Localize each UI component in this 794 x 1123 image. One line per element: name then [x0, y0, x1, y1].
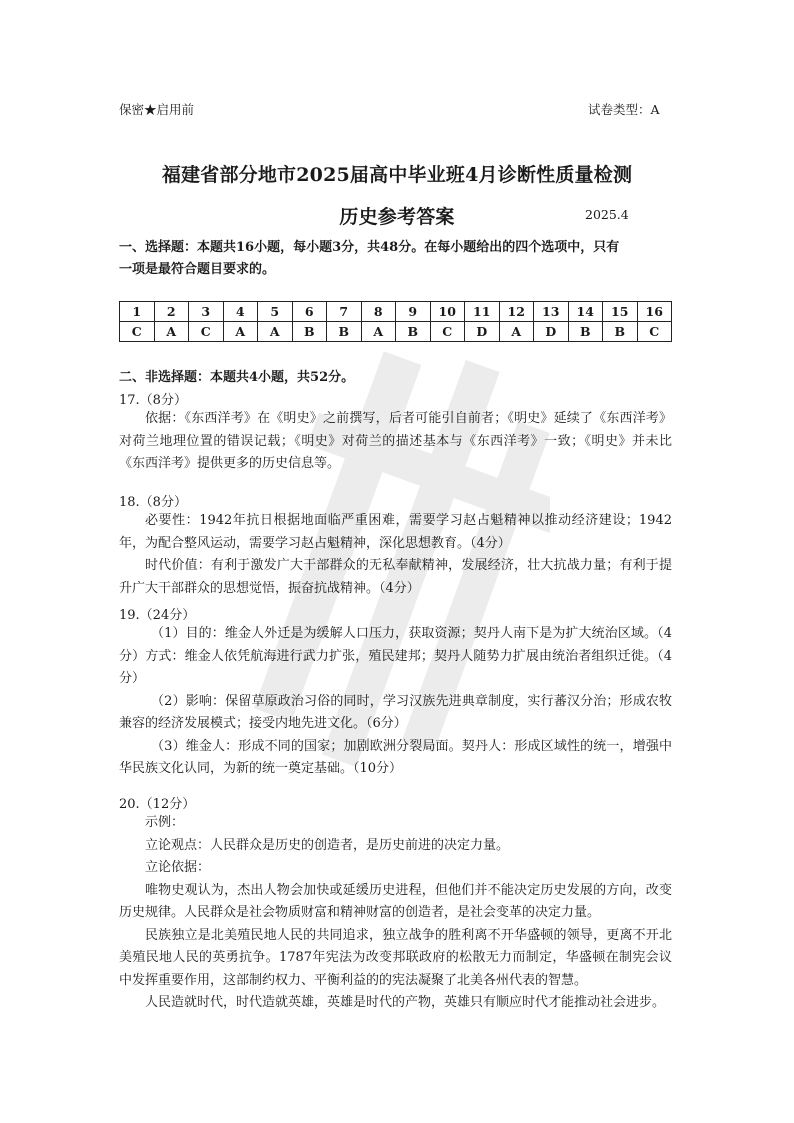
question-number-cell: 13: [534, 302, 569, 322]
q20-example-label: 示例：: [145, 815, 185, 830]
question-number-cell: 5: [258, 302, 293, 322]
answer-cell: B: [396, 322, 431, 342]
q19-paragraph-1: （1）目的：维金人外迁是为缓解人口压力，获取资源；契丹人南下是为扩大统治区域。（4分）方式：维金人依凭航海进行武力扩张，殖民建邦；契丹人随势力扩展由统治者组织迁徙。（4分）: [119, 626, 672, 686]
section1-heading-line2: 一项是最符合题目要求的。: [119, 262, 276, 277]
q18-answer: [119, 510, 672, 600]
q20-paragraph-theory: 唯物史观认为，杰出人物会加快或延缓历史进程，但他们并不能决定历史发展的方向，改变历史规律。人民群众是社会物质财富和精神财富的创造者，是社会变革的决定力量。: [119, 882, 672, 920]
answer-cell: B: [603, 322, 638, 342]
question-number-cell: 16: [637, 302, 672, 322]
answer-table: [119, 301, 672, 342]
q18-paragraph-value: 时代价值：有利于激发广大干部群众的无私奉献精神，发展经济，壮大抗战力量；有利于提升广大干部群众的思想觉悟，振奋抗战精神。（4分）: [119, 558, 672, 596]
question-number-cell: 9: [396, 302, 431, 322]
answer-cell: A: [154, 322, 189, 342]
q20-paragraph-history: 民族独立是北美殖民地人民的共同追求，独立战争的胜利离不开华盛顿的领导，更离不开北美殖民地人民的英勇抗争。1787年宪法为改变邦联政府的松散无力而制定，华盛顿在制宪会议中发挥重要作用，这部制约权力、平衡利益的的宪法凝聚了北美各州代表的智慧。: [119, 927, 672, 988]
confidential-label: 保密★启用前: [119, 102, 195, 117]
question-number-cell: 1: [120, 302, 155, 322]
q18-paragraph-necessity: 必要性：1942年抗日根据地面临严重困难，需要学习赵占魁精神以推动经济建设；1942年，为配合整风运动，需要学习赵占魁精神，深化思想教育。（4分）: [119, 513, 672, 551]
answer-cell: A: [361, 322, 396, 342]
q19-answer: [119, 623, 672, 781]
q18-label: 18.（8分）: [119, 495, 187, 510]
q17-answer: [119, 408, 672, 476]
answer-cell: D: [465, 322, 500, 342]
answer-cell: C: [189, 322, 224, 342]
q19-label: 19.（24分）: [119, 608, 196, 623]
q17-label: 17.（8分）: [119, 393, 187, 408]
answer-cell: A: [258, 322, 293, 342]
section2-heading: 二、非选择题：本题共4小题，共52分。: [119, 370, 355, 385]
question-number-cell: 12: [499, 302, 534, 322]
paper-type-label: 试卷类型：A: [588, 102, 660, 117]
question-number-cell: 2: [154, 302, 189, 322]
question-number-cell: 3: [189, 302, 224, 322]
page-subtitle: 历史参考答案: [339, 206, 455, 228]
answer-table-number-row: [120, 302, 672, 322]
answer-cell: A: [499, 322, 534, 342]
answer-cell: B: [327, 322, 362, 342]
q17-paragraph: 依据：《东西洋考》在《明史》之前撰写，后者可能引自前者；《明史》延续了《东西洋考》对荷兰地理位置的错误记载；《明史》对荷兰的描述基本与《东西洋考》一致；《明史》并未比《东西洋考》提供更多的历史信息等。: [119, 411, 672, 471]
q20-basis-label: 立论依据：: [145, 860, 211, 875]
q20-thesis: 立论观点：人民群众是历史的创造者，是历史前进的决定力量。: [145, 837, 510, 853]
answer-cell: B: [568, 322, 603, 342]
answer-table-answer-row: [120, 322, 672, 342]
q20-label: 20.（12分）: [119, 797, 196, 812]
question-number-cell: 15: [603, 302, 638, 322]
answer-cell: A: [223, 322, 258, 342]
answer-cell: C: [637, 322, 672, 342]
section1-heading-line1: 一、选择题：本题共16小题，每小题3分，共48分。在每小题给出的四个选项中，只有: [119, 240, 620, 255]
question-number-cell: 7: [327, 302, 362, 322]
q19-paragraph-2: （2）影响：保留草原政治习俗的同时，学习汉族先进典章制度，实行蕃汉分治；形成农牧兼容的经济发展模式；接受内地先进文化。（6分）: [119, 693, 672, 731]
answer-cell: D: [534, 322, 569, 342]
page-title: 福建省部分地市2025届高中毕业班4月诊断性质量检测: [161, 164, 633, 186]
exam-date: 2025.4: [585, 207, 629, 222]
answer-cell: B: [292, 322, 327, 342]
question-number-cell: 14: [568, 302, 603, 322]
question-number-cell: 6: [292, 302, 327, 322]
q19-paragraph-3: （3）维金人：形成不同的国家；加剧欧洲分裂局面。契丹人：形成区域性的统一，增强中华民族文化认同，为新的统一奠定基础。（10分）: [119, 738, 672, 776]
answer-cell: C: [430, 322, 465, 342]
q20-paragraph-conclusion: 人民造就时代，时代造就英雄，英雄是时代的产物，英雄只有顺应时代才能推动社会进步。: [145, 995, 666, 1010]
q20-answer: [119, 812, 672, 1015]
question-number-cell: 4: [223, 302, 258, 322]
question-number-cell: 11: [465, 302, 500, 322]
question-number-cell: 10: [430, 302, 465, 322]
section1-heading: [119, 237, 679, 281]
question-number-cell: 8: [361, 302, 396, 322]
answer-cell: C: [120, 322, 155, 342]
